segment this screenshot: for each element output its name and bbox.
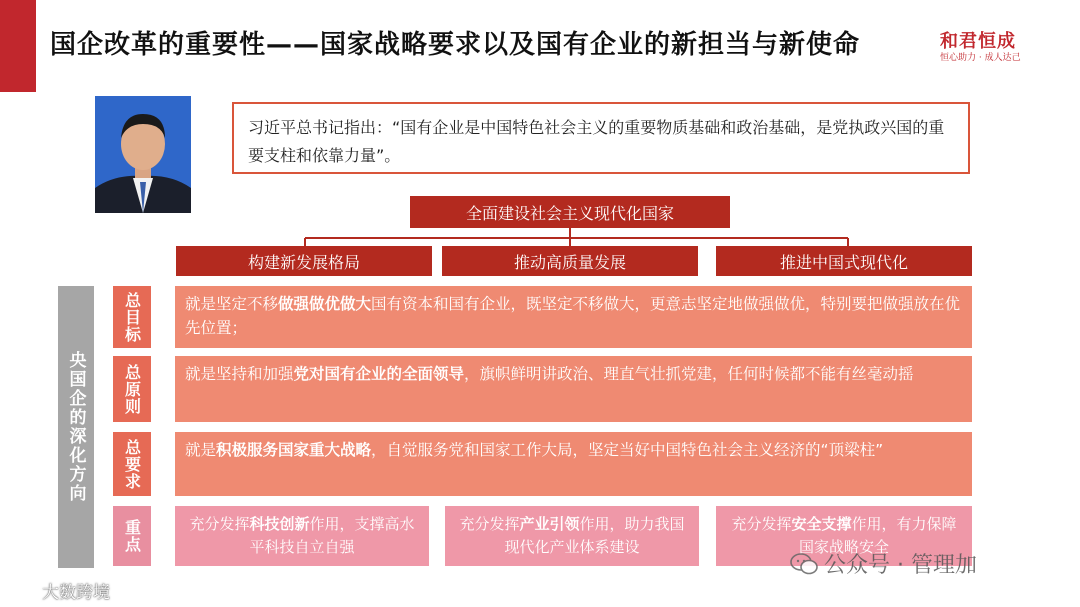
row-content [175, 356, 972, 422]
logo-text: 和君恒成 [940, 31, 1016, 52]
pillar-box: 构建新发展格局 [176, 246, 432, 276]
card-text: 作用，助力我国现代化产业体系建设 [504, 515, 685, 556]
row-content [175, 432, 972, 496]
card-text: 作用，支撑高水平科技自立自强 [249, 515, 415, 556]
row-text: 就是坚持和加强 [185, 365, 294, 383]
focus-card [175, 506, 429, 566]
source-watermark [8, 578, 110, 603]
card-text: 充分发挥 [731, 515, 792, 533]
card-text: 作用，有力保障国家战略安全 [798, 515, 957, 556]
source-logo-icon [8, 581, 38, 601]
pillar-box: 推进中国式现代化 [716, 246, 972, 276]
focus-label [113, 506, 151, 566]
row-label-text: 总原则 [122, 363, 142, 415]
row-label-text: 总目标 [122, 291, 142, 343]
row-text: ，自觉服务党和国家工作大局，坚定当好中国特色社会主义经济的“顶梁柱” [371, 441, 884, 459]
row-text: 就是坚定不移 [185, 295, 279, 313]
row-text: 国有资本和国有企业，既坚定不移做大，更意志坚定地做强做优，特别要把做强放在优先位置； [185, 295, 961, 337]
row-emphasis: 做强做优做大 [278, 295, 372, 313]
row-emphasis: 党对国有企业的全面领导 [293, 365, 465, 383]
watermark-text: 公众号 · 管理加 [824, 553, 977, 578]
brand-logo [940, 32, 1050, 64]
quote-box: 习近平总书记指出：“国有企业是中国特色社会主义的重要物质基础和政治基础，是党执政兴国的重要支柱和依靠力量”。 [232, 102, 970, 174]
card-text: 充分发挥 [459, 515, 520, 533]
row-label [113, 356, 151, 422]
row-text: ，旗帜鲜明讲政治、理直气壮抓党建，任何时候都不能有丝毫动摇 [464, 365, 914, 383]
row-content [175, 286, 972, 348]
source-text: 大数跨境 [42, 583, 110, 603]
card-text: 充分发挥 [189, 515, 250, 533]
side-label-bar [58, 286, 94, 568]
row-label-text: 总要求 [122, 438, 142, 490]
pillar-box: 推动高质量发展 [442, 246, 698, 276]
wechat-icon [790, 553, 818, 575]
card-emphasis: 科技创新 [249, 515, 310, 533]
logo-slogan: 恒心助力 · 成人达己 [940, 53, 1021, 63]
row-emphasis: 积极服务国家重大战略 [216, 441, 372, 459]
row-label [113, 286, 151, 348]
wechat-watermark [790, 548, 977, 579]
side-label: 央国企的深化方向 [65, 351, 86, 503]
focus-card [445, 506, 699, 566]
card-emphasis: 产业引领 [519, 515, 580, 533]
row-text: 就是 [185, 441, 217, 459]
page-title: 国企改革的重要性——国家战略要求以及国有企业的新担当与新使命 [50, 30, 861, 60]
focus-label-text: 重点 [122, 519, 142, 553]
title-accent-bar [0, 0, 36, 92]
card-emphasis: 安全支撑 [791, 515, 852, 533]
row-label [113, 432, 151, 496]
top-goal-box: 全面建设社会主义现代化国家 [410, 196, 730, 228]
portrait-photo [95, 96, 191, 213]
